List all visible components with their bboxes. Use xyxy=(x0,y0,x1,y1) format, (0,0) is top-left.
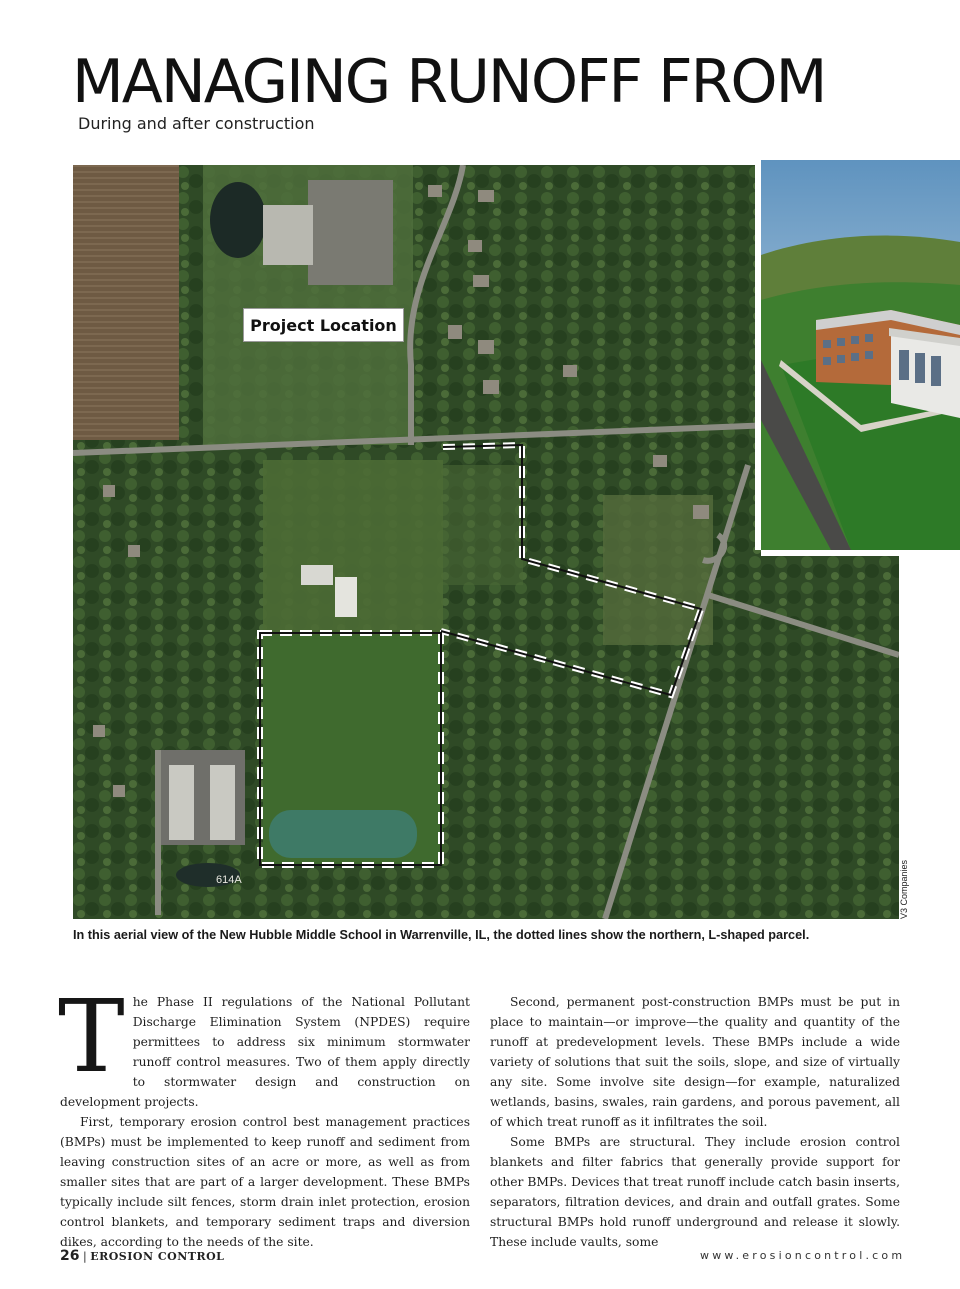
paragraph: First, temporary erosion control best management practices (BMPs) must be implemented to keep runoff and sediment from leaving construction sites of an acre or more, as well as from smaller sites that are part of a larger development. These BMPs typically include silt fences, storm drain inlet protection, erosion control blankets, and temporary sediment traps and diversion dikes, according to the needs of the site. xyxy=(60,1115,470,1249)
figure-caption: In this aerial view of the New Hubble Middle School in Warrenville, IL, the dotted lines show the northern, L-shaped parcel. xyxy=(73,928,810,942)
article-subhead: During and after construction xyxy=(78,114,315,133)
page-number: 26 xyxy=(60,1248,80,1264)
website-url: www.erosioncontrol.com xyxy=(700,1249,906,1262)
publication-name: EROSION CONTROL xyxy=(90,1250,225,1263)
page-footer-left xyxy=(60,1248,224,1264)
school-rendering xyxy=(761,160,960,550)
paragraph: he Phase II regulations of the National Pollutant Discharge Elimination System (NPDES) require permittees to address six minimum stormwater runoff control measures. Two of them apply directly to stormwater design and construction on development projects. xyxy=(60,995,470,1109)
article-headline: MANAGING RUNOFF FROM xyxy=(72,47,826,117)
paragraph: Second, permanent post-construction BMPs must be put in place to maintain—or improve—the quality and quantity of the runoff at predevelopment levels. These BMPs include a wide variety of solutions that suit the soils, slope, and size of virtually any site. Some involve site design—for example, naturalized wetlands, basins, swales, rain gardens, and porous pavement, all of which treat runoff as it infiltrates the soil. xyxy=(490,995,900,1129)
body-column-left xyxy=(58,978,470,1252)
paragraph: Some BMPs are structural. They include erosion control blankets and filter fabrics that generally provide support for other BMPs. Devices that treat runoff include catch basin inserts, separators, filtration devices, and drain and outfall grates. Some structural BMPs hold runoff underground and release it slowly. These include vaults, some xyxy=(490,1135,900,1249)
road-marker: 614A xyxy=(216,874,242,886)
drop-cap: T xyxy=(58,978,125,1095)
project-location-label: Project Location xyxy=(243,308,404,342)
body-column-right xyxy=(490,992,900,1252)
footer-separator: | xyxy=(82,1250,87,1263)
photo-credit: V3 Companies xyxy=(899,859,909,919)
